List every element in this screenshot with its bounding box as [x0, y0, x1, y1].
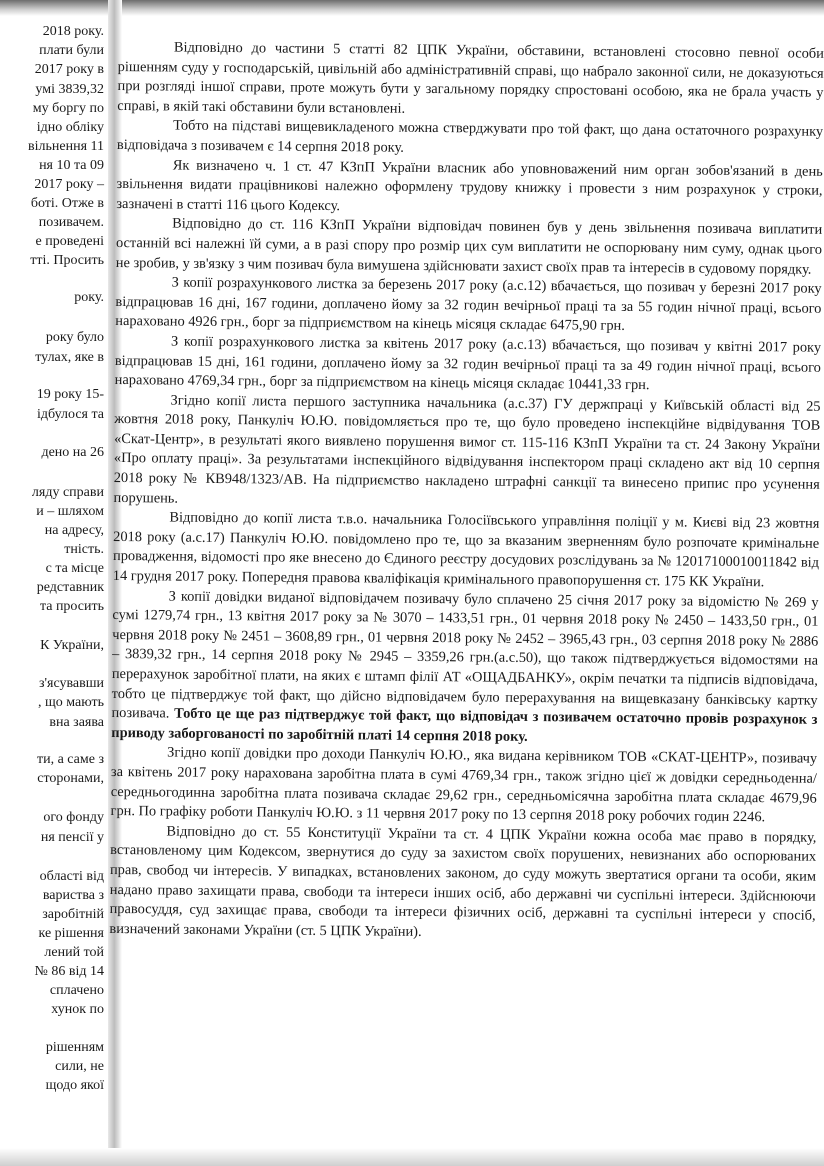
left-page-line: вна заява	[49, 715, 104, 730]
left-page-line: заробітній	[42, 907, 104, 922]
left-page-line: К України,	[40, 638, 104, 653]
scan-edge-top	[0, 0, 824, 16]
paragraph-article-116: Відповідно до ст. 116 КЗпП України відповідач повинен був у день звільнення позивача виплатити останній всі належні їй суми, а в разі спору про розмір цих сум виплатити не оспорювану ним суму, однак цього не зробив, у зв'язку з чим позивач була вимушена здійснювати захист своїх прав та інтересів в судовому порядку.	[115, 215, 823, 278]
left-page-line: № 86 від 14	[34, 964, 104, 979]
left-page-line: е проведені	[35, 234, 104, 249]
left-page-line: тулах, яке в	[35, 350, 104, 365]
left-page-line: ідбулося та	[37, 407, 104, 422]
left-page-line: сплачено	[49, 983, 104, 998]
left-page-line: , що мають	[37, 695, 104, 710]
left-page-line: боті. Отже в	[30, 196, 104, 211]
left-page-line: плати були	[39, 43, 104, 58]
left-page-line: ти, а саме з	[36, 752, 104, 767]
left-page-line: рішенням	[45, 1040, 104, 1055]
left-page-line: щодо якої	[45, 1078, 104, 1093]
left-page-line: редставник	[36, 580, 104, 595]
paragraph-settlement-date: Тобто на підставі вищевикладеного можна стверджувати про той факт, що дана остаточного розрахунку відповідача з позивачем є 14 серпня 2018 року.	[116, 117, 824, 156]
left-page-line: та просить	[39, 599, 104, 614]
left-page-line: сторонами,	[37, 771, 104, 786]
payment-certificate-conclusion: Тобто це ще раз підтверджує той факт, що відповідач з позивачем остаточно провів розрахунок з приводу заборгованості по заробітній платі 14 серпня 2018 року.	[111, 705, 818, 745]
left-page-line: умі 3839,32	[35, 82, 104, 97]
left-page-line: с та місце	[45, 561, 104, 576]
left-page-line: дено на 26	[41, 445, 104, 460]
paragraph-income-certificate: Згідно копії довідки про доходи Панкуліч Ю.Ю., яка видана керівником ТОВ «СКАТ-ЦЕНТР», позивачу за квітень 2017 року нарахована заробітна плата в сумі 4769,34 грн., також згідно цієї ж довідки середньоденна/середньогодинна заробітна плата позивача складає 29,62 грн., середньомісячна заробітна плата складає 4679,96 грн. По графіку роботи Панкуліч Ю.Ю. з 11 червня 2017 року по 13 серпня 2018 року робочих годин 2246.	[110, 744, 818, 826]
paragraph-payslip-march: З копії розрахункового листка за березень 2017 року (а.с.12) вбачається, що позивач у березні 2017 року відпрацював 16 дні, 167 години, доплачено йому за 32 годин вечірньої праці та за 55 годин нічної праці, всього нараховано 4926 грн., борг за підприємством на кінець місяця складає 6475,90 грн.	[115, 274, 822, 335]
left-page-line: ого фонду	[43, 810, 104, 825]
left-page-line: з'ясувавши	[38, 676, 104, 691]
left-page-line: тті. Просить	[30, 253, 104, 268]
left-page-line: на адресу,	[44, 523, 104, 538]
paragraph-article-47: Як визначено ч. 1 ст. 47 КЗпП України власник або уповноважений ним орган зобов'язаний в день звільнення видати працівникові належно оформлену трудову книжку і провести з ним розрахунок у строки, зазначені в статті 116 цього Кодексу.	[116, 157, 823, 214]
left-page-line: лений той	[44, 945, 104, 960]
left-page-line: сили, не	[55, 1059, 104, 1074]
left-page-line: вариства з	[42, 888, 104, 903]
left-page-line: року.	[74, 290, 104, 305]
left-page-line: позивачем.	[38, 215, 104, 230]
left-page-line: тність.	[64, 542, 104, 557]
document-page	[107, 38, 824, 1155]
left-page-line: ляду справи	[31, 485, 104, 500]
left-page-line: 2017 року в	[34, 62, 104, 77]
left-page-line: хунок по	[51, 1002, 104, 1017]
left-page-line: 2018 року.	[42, 24, 104, 39]
left-page-line: вільнення 11	[28, 139, 104, 154]
left-page-line: ке рішення	[38, 926, 104, 941]
paragraph-evidence-prejudice: Відповідно до частини 5 статті 82 ЦПК України, обставини, встановлені стосовно певної особи рішенням суду у господарській, цивільній або адміністративній справі, що набрало законної сили, не доказуються при розгляді іншої справи, проте можуть бути у загальному порядку спростовані особою, яка не брала участь у справі, в якій такі обставини були встановлені.	[117, 39, 824, 117]
left-page-line: року було	[45, 330, 104, 345]
left-page-line: и – шляхом	[36, 504, 104, 519]
paragraph-payment-certificate	[111, 587, 818, 751]
payment-certificate-text: З копії довідки виданої відповідачем позивачу було сплачено 25 січня 2017 року за відомістю № 269 у сумі 1279,74 грн., 13 квітня 2017 року за № 3070 – 1433,51 грн., 01 червня 2018 року № 2450 – 1433,50 грн., 01 червня 2018 року № 2451 – 3608,89 грн., 01 червня 2018 року № 2452 – 3965,43 грн., 03 серпня 2018 року № 2886 – 3839,32 грн., 14 серпня 2018 року № 2945 – 3359,26 грн.(а.с.50), що також підтверджується відомостями на перерахунок заробітної плати, на яких є штамп філії АТ «ОЩАДБАНКУ», окрім печатки та підписів відповідача, тобто це підтверджує той факт, що дійсно відповідачем було перерахування на вищевказану банківську картку позивача.	[111, 588, 819, 722]
left-page-line: ня 10 та 09	[39, 158, 104, 173]
left-page-line: 2017 року –	[34, 177, 104, 192]
left-page-line: му боргу по	[32, 101, 104, 116]
paragraph-police-letter: Відповідно до копії листа т.в.о. начальника Голосіївського управління поліції у м. Києві від 23 жовтня 2018 року (а.с.17) Панкуліч Ю.Ю. повідомлено про те, що за вказаним зверненням було розпочате кримінальне провадження, відомості про яке внесено до Єдиного реєстру досудових розслідувань за № 12017100010011842 від 14 грудня 2017 року. Попередня правова кваліфікація кримінального правопорушення ст. 175 КК України.	[112, 509, 820, 591]
left-page-line: ідно облiку	[36, 120, 104, 135]
paragraph-payslip-april: З копії розрахункового листка за квітень 2017 року (а.с.13) вбачається, що позивач у квітні 2017 року відпрацював 15 дні, 161 години, доплачено йому за 32 годин вечірньої праці та за 49 годин нічної праці, всього нараховано 4769,34 грн., борг за підприємством на кінець місяця складає 10441,33 грн.	[114, 333, 822, 394]
paragraph-labour-inspection: Згідно копії листа першого заступника начальника (а.с.37) ГУ держпраці у Київській області від 25 жовтня 2018 року, Панкуліч Ю.Ю. повідомляється про те, що було проведено інспекційне відвідування ТОВ «Скат-Центр», в результаті якого виявлено порушення вимог ст. 115-116 КЗпП України та ст. 24 Закону України «Про оплату праці». За результатами інспекційного відвідування інспектором праці складено акт від 10 серпня 2018 року № КВ948/1323/АВ. На підприємство накладено штрафні санкції та винесено припис про усунення порушень.	[113, 392, 821, 507]
scan-edge-bottom	[0, 1148, 824, 1166]
paragraph-constitution-article-55: Відповідно до ст. 55 Конституції України та ст. 4 ЦПК України кожна особа має право в порядку, встановленому цим Кодексом, звернутися до суду за захистом своїх порушених, невизнаних або оспорюваних прав, свобод чи інтересів. У випадках, встановлених законом, до суду можуть звертатися органи та особи, яким надано право захищати права, свободи та інтереси інших осіб, або державні чи суспільні інтереси. Здійснюючи правосуддя, суд захищає права, свободи та інтереси фізичних осіб, державні та суспільні інтереси у спосіб, визначений законами України (ст. 5 ЦПК України).	[109, 823, 817, 940]
left-page-line: ня пенсії у	[40, 830, 104, 845]
left-page-fragment	[0, 24, 110, 1144]
left-page-line: області від	[39, 869, 104, 884]
left-page-line: 19 року 15-	[36, 387, 104, 402]
